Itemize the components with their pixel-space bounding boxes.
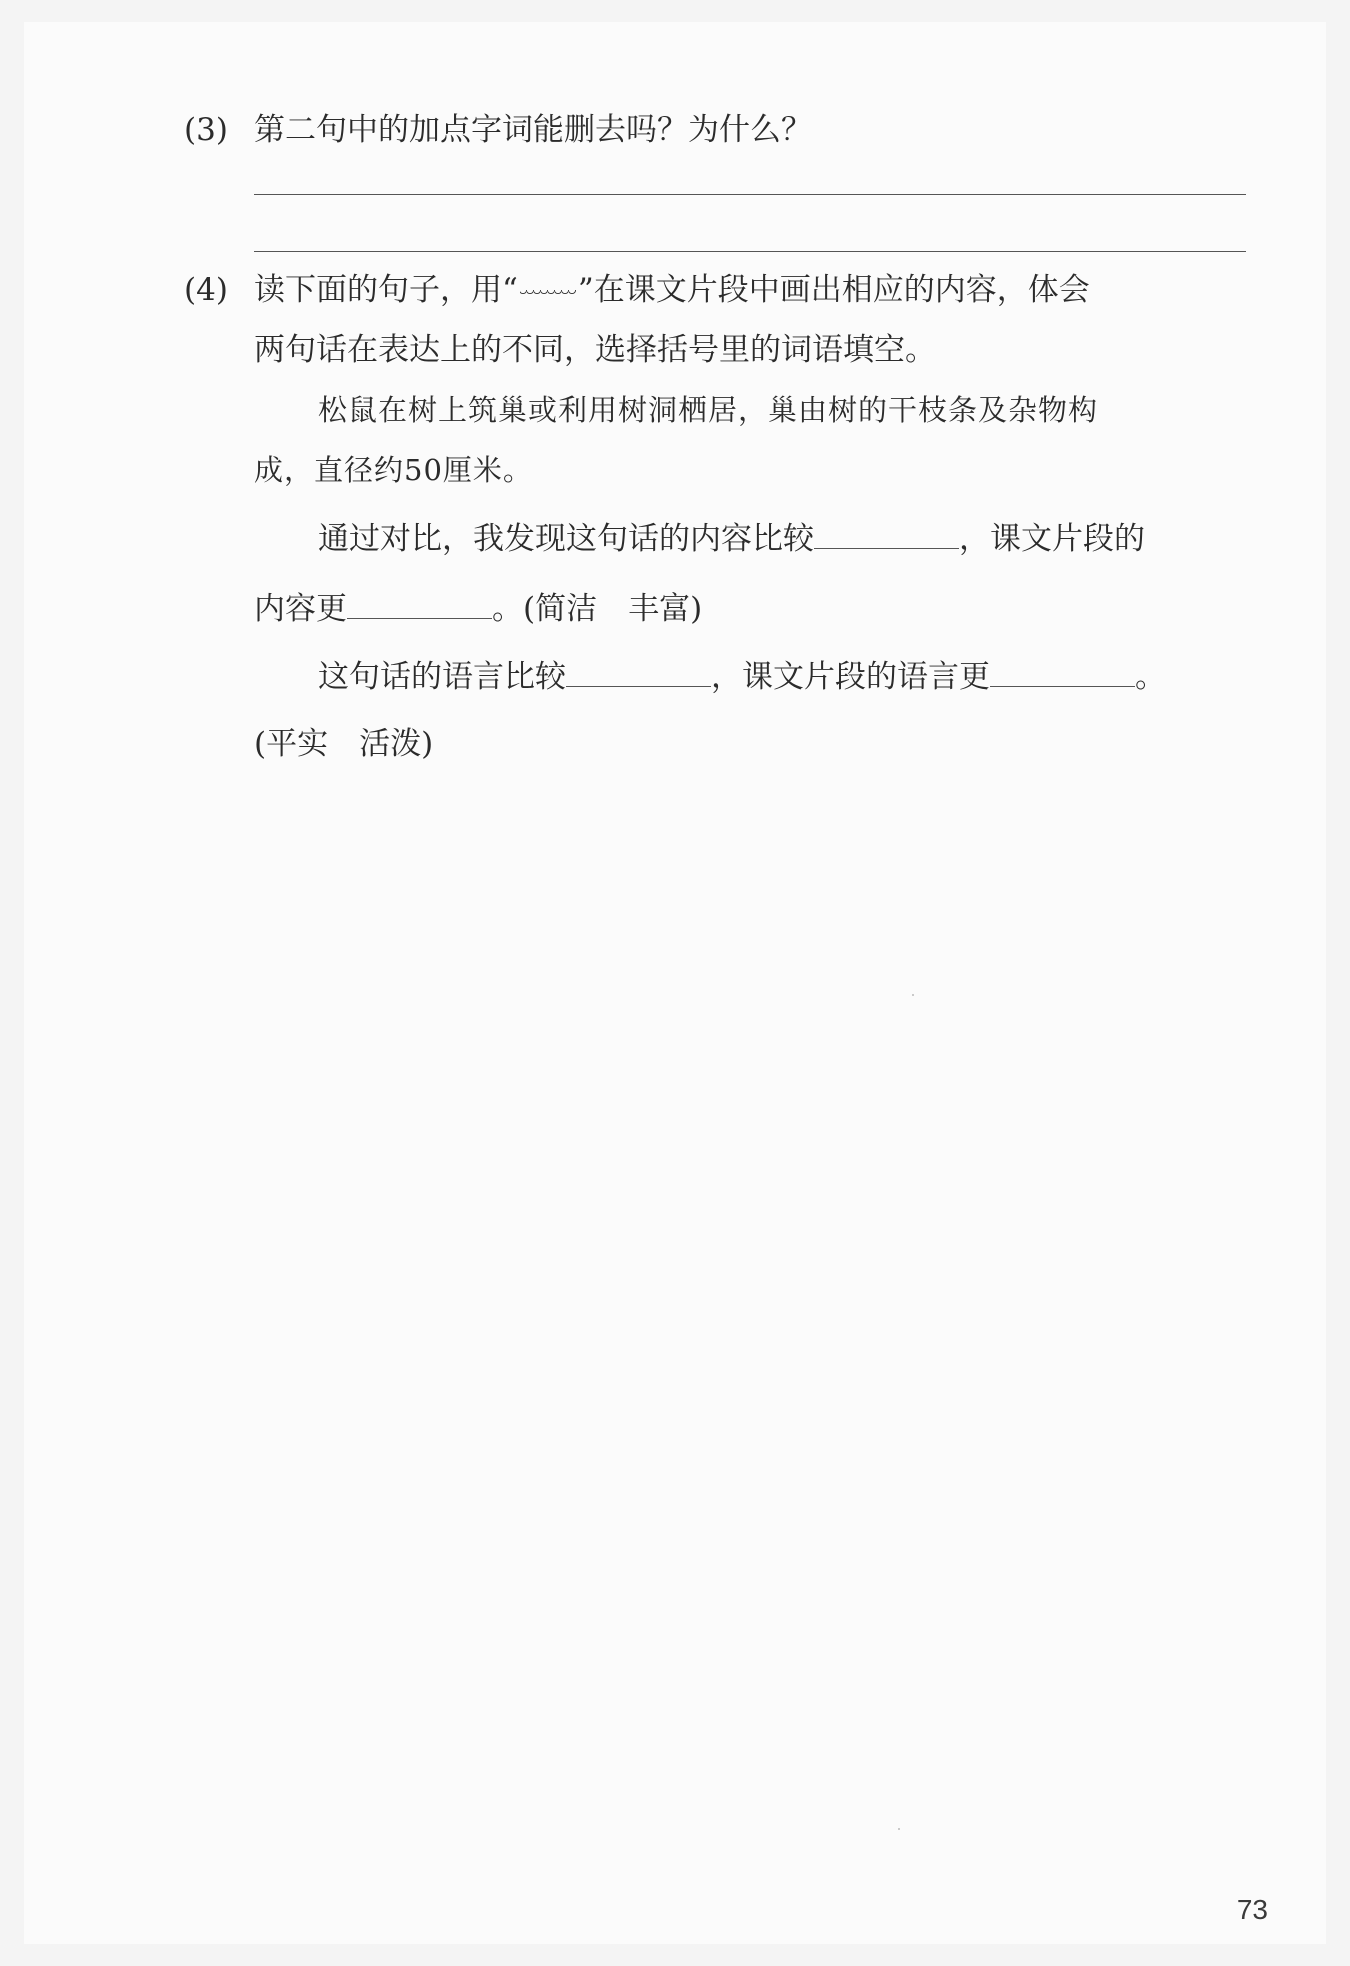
blank-1[interactable] (814, 518, 959, 549)
question-4-line2: 两句话在表达上的不同，选择括号里的词语填空。 (254, 332, 936, 368)
fill-sentence-4: (平实 活泼) (254, 726, 434, 762)
answer-line-1[interactable] (254, 194, 1246, 195)
question-3 (184, 110, 812, 150)
blank-4[interactable] (990, 656, 1135, 687)
workbook-page (24, 22, 1326, 1944)
fill-sentence-1-a: 通过对比，我发现这句话的内容比较 (318, 521, 814, 557)
fill-sentence-3-a: 这句话的语言比较 (318, 659, 566, 695)
page-number: 73 (1236, 1894, 1268, 1925)
question-3-number: (3) (184, 112, 228, 148)
quoted-sentence-line2: 成，直径约50厘米。 (254, 453, 533, 487)
fill-sentence-2-b: 。(简洁 丰富) (492, 591, 703, 627)
question-4-number: (4) (184, 272, 228, 308)
speck (898, 1828, 900, 1830)
question-4-line1-a: 读下面的句子，用“ (254, 272, 518, 308)
fill-sentence-2 (254, 588, 702, 629)
quoted-sentence-line1: 松鼠在树上筑巢或利用树洞栖居，巢由树的干枝条及杂物构 (318, 393, 1099, 427)
fill-sentence-2-a: 内容更 (254, 591, 347, 627)
blank-3[interactable] (566, 656, 711, 687)
fill-sentence-1 (318, 518, 1145, 559)
question-4-line1-b: ”在课文片段中画出相应的内容，体会 (577, 272, 1090, 308)
fill-sentence-3-c: 。 (1135, 659, 1166, 695)
question-3-text: 第二句中的加点字词能删去吗？为什么？ (254, 112, 812, 148)
answer-line-2[interactable] (254, 251, 1246, 252)
speck (912, 994, 914, 996)
blank-2[interactable] (347, 588, 492, 619)
question-4 (184, 270, 1090, 310)
fill-sentence-3-b: ，课文片段的语言更 (711, 659, 990, 695)
fill-sentence-3 (318, 656, 1166, 697)
wavy-underline-icon (520, 290, 576, 300)
fill-sentence-1-b: ，课文片段的 (959, 521, 1145, 557)
